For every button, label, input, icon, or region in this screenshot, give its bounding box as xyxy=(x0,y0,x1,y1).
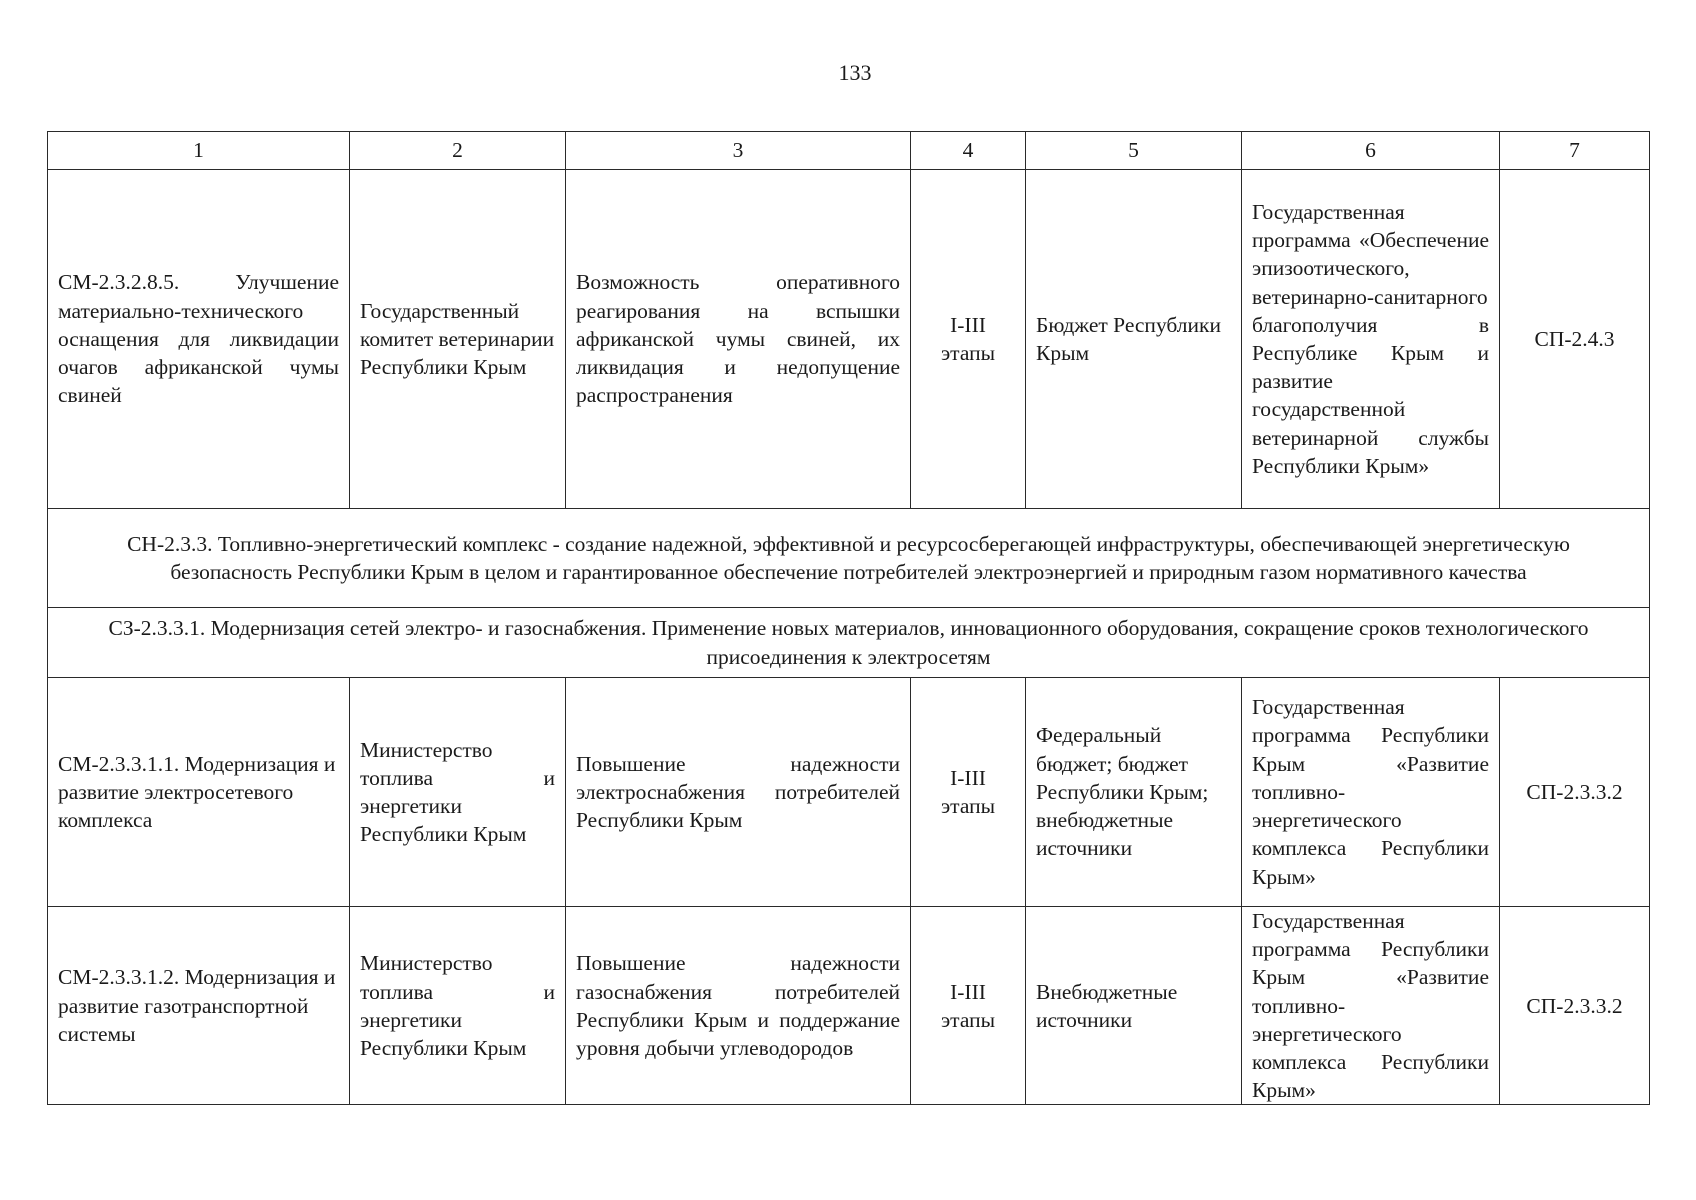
funding-cell: Внебюджетные источники xyxy=(1026,907,1242,1105)
table-row xyxy=(48,678,1650,907)
code-cell: СП-2.3.3.2 xyxy=(1500,678,1650,907)
table-row xyxy=(48,907,1650,1105)
column-number: 2 xyxy=(350,132,566,170)
program-cell: Государственная программа «Обеспечение эпизоотического, ветеринарно-санитарного благополучия в Республике Крым и развитие государственной ветеринарной службы Республики Крым» xyxy=(1242,170,1500,509)
stages-cell: I-III этапы xyxy=(911,678,1026,907)
column-number-row xyxy=(48,132,1650,170)
measure-cell: СМ-2.3.2.8.5. Улучшение материально-технического оснащения для ликвидации очагов африканской чумы свиней xyxy=(48,170,350,509)
measures-table xyxy=(47,131,1650,1105)
column-number: 4 xyxy=(911,132,1026,170)
executor-cell: Министерство топлива и энергетики Республики Крым xyxy=(350,907,566,1105)
program-cell: Государственная программа Республики Крым «Развитие топливно-энергетического комплекса Республики Крым» xyxy=(1242,907,1500,1105)
page-number: 133 xyxy=(838,60,872,85)
funding-cell: Федеральный бюджет; бюджет Республики Крым; внебюджетные источники xyxy=(1026,678,1242,907)
code-cell: СП-2.4.3 xyxy=(1500,170,1650,509)
measure-cell: СМ-2.3.3.1.1. Модернизация и развитие электросетевого комплекса xyxy=(48,678,350,907)
executor-cell: Государственный комитет ветеринарии Республики Крым xyxy=(350,170,566,509)
result-cell: Возможность оперативного реагирования на вспышки африканской чумы свиней, их ликвидация и недопущение распространения xyxy=(566,170,911,509)
funding-cell: Бюджет Республики Крым xyxy=(1026,170,1242,509)
table-row xyxy=(48,170,1650,509)
program-cell: Государственная программа Республики Крым «Развитие топливно-энергетического комплекса Республики Крым» xyxy=(1242,678,1500,907)
code-cell: СП-2.3.3.2 xyxy=(1500,907,1650,1105)
section-header: СН-2.3.3. Топливно-энергетический комплекс - создание надежной, эффективной и ресурсосберегающей инфраструктуры, обеспечивающей энергетическую безопасность Республики Крым в целом и гарантированное обеспечение потребителей электроэнергией и природным газом нормативного качества xyxy=(48,509,1650,608)
section-header-row xyxy=(48,509,1650,608)
result-cell: Повышение надежности газоснабжения потребителей Республики Крым и поддержание уровня добычи углеводородов xyxy=(566,907,911,1105)
result-cell: Повышение надежности электроснабжения потребителей Республики Крым xyxy=(566,678,911,907)
stages-cell: I-III этапы xyxy=(911,170,1026,509)
subsection-header-row xyxy=(48,608,1650,678)
column-number: 7 xyxy=(1500,132,1650,170)
column-number: 6 xyxy=(1242,132,1500,170)
column-number: 3 xyxy=(566,132,911,170)
stages-cell: I-III этапы xyxy=(911,907,1026,1105)
column-number: 1 xyxy=(48,132,350,170)
column-number: 5 xyxy=(1026,132,1242,170)
executor-cell: Министерство топлива и энергетики Республики Крым xyxy=(350,678,566,907)
measure-cell: СМ-2.3.3.1.2. Модернизация и развитие газотранспортной системы xyxy=(48,907,350,1105)
subsection-header: СЗ-2.3.3.1. Модернизация сетей электро- и газоснабжения. Применение новых материалов, инновационного оборудования, сокращение сроков технологического присоединения к электросетям xyxy=(48,608,1650,678)
